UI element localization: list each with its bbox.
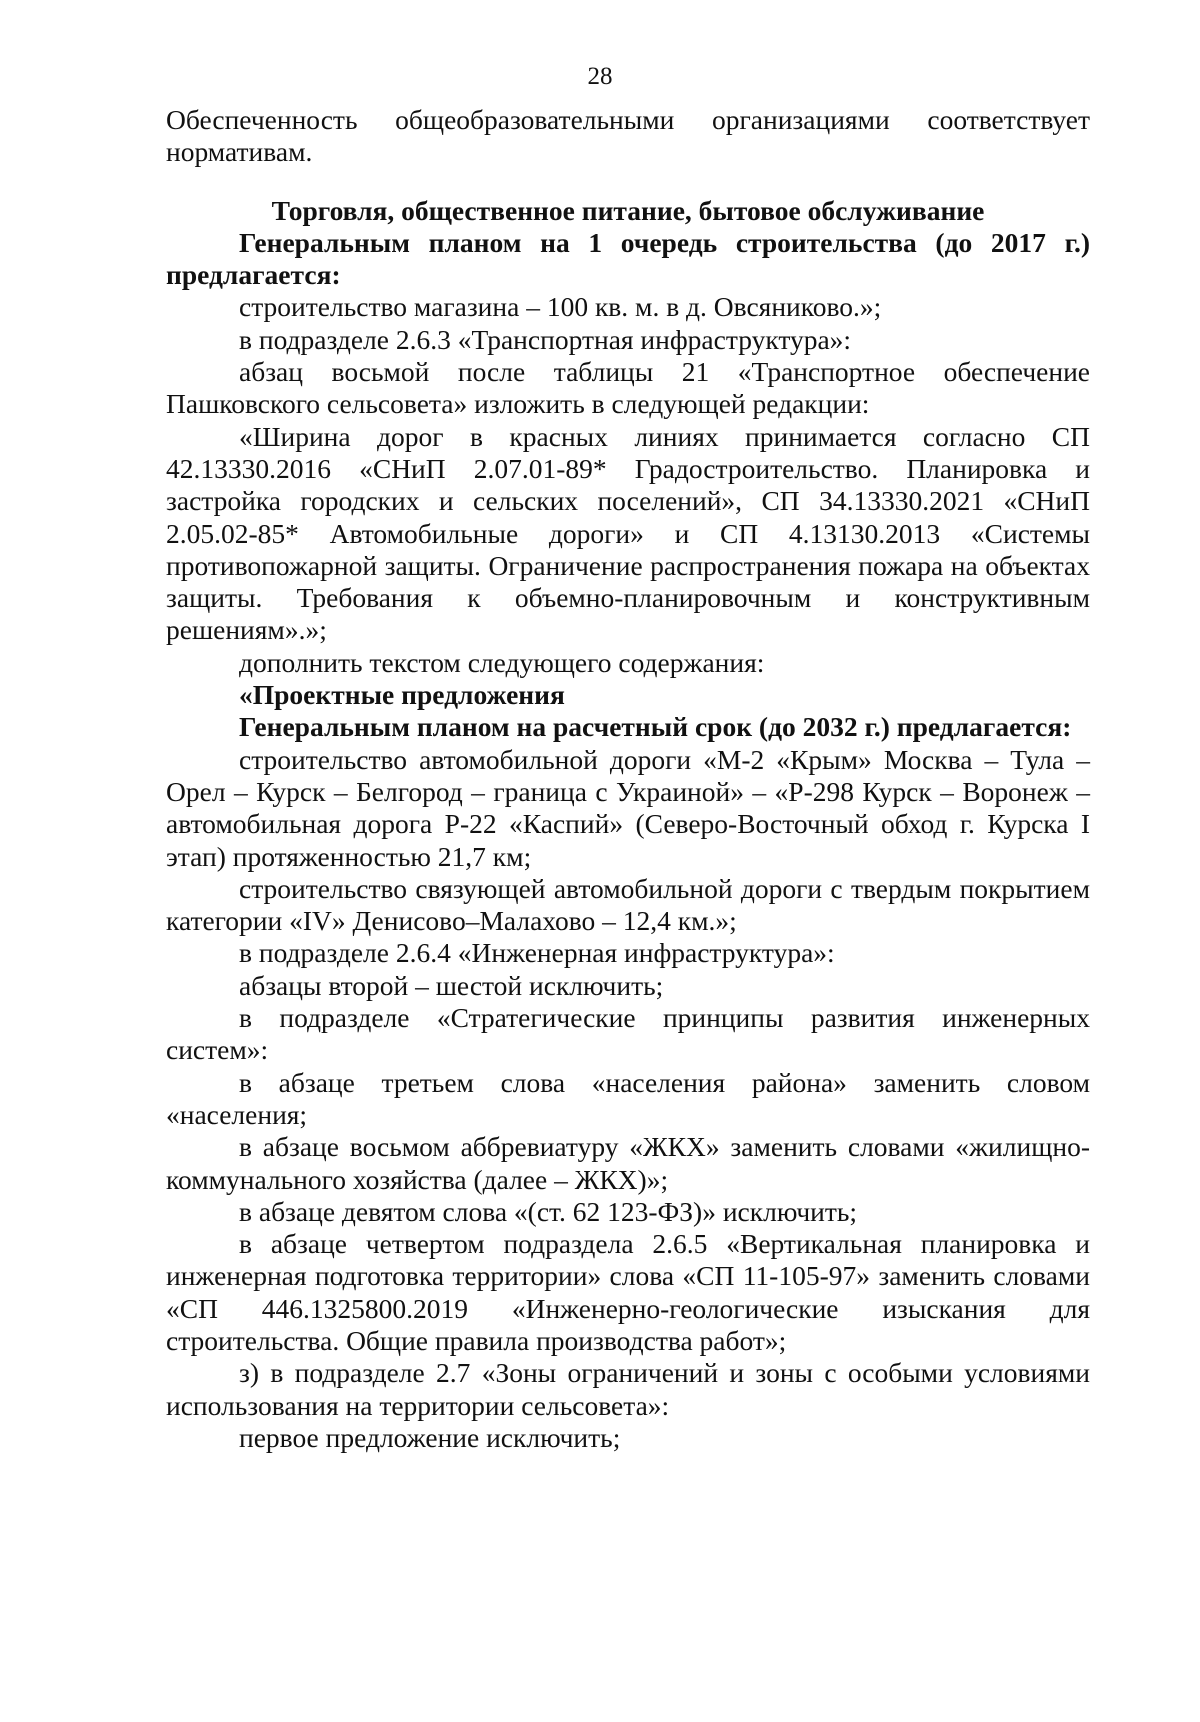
paragraph: в абзаце девятом слова «(ст. 62 123-ФЗ)» исключить; (239, 1195, 858, 1227)
paragraph: «Ширина дорог в красных линиях принимается согласно СП 42.13330.2016 «СНиП 2.07.01-89* Градостроительство. Планировка и застройка городских и сельских поселений», СП 34.13330.2021 «СНиП 2.05.02-85* Автомобильные дороги» и СП 4.13130.2013 «Системы противопожарной защиты. Ограничение распространения пожара на объектах защиты. Требования к объемно-планировочным и конструктивным решениям».»; (166, 420, 1090, 646)
paragraph: в подразделе 2.6.4 «Инженерная инфраструктура»: (239, 937, 835, 969)
paragraph: в абзаце четвертом подраздела 2.6.5 «Вертикальная планировка и инженерная подготовка территории» слова «СП 11-105-97» заменить словами «СП 446.1325800.2019 «Инженерно-геологические изыскания для строительства. Общие правила производства работ»; (166, 1228, 1090, 1356)
spacer (166, 169, 1090, 195)
paragraph: строительство магазина – 100 кв. м. в д. Овсяниково.»; (239, 291, 882, 323)
page-number: 28 (587, 63, 613, 90)
paragraph: строительство автомобильной дороги «М-2 «Крым» Москва – Тула – Орел – Курск – Белгород – граница с Украиной» – «Р-298 Курск – Воронеж – автомобильная дорога Р-22 «Каспий» (Северо-Восточный обход г. Курска I этап) протяженностью 21,7 км; (166, 743, 1090, 872)
paragraph: строительство связующей автомобильной дороги с твердым покрытием категории «IV» Денисово–Малахово – 12,4 км.»; (166, 872, 1090, 937)
bold-paragraph: Генеральным планом на расчетный срок (до 2032 г.) предлагается: (239, 711, 1072, 743)
paragraph: первое предложение исключить; (239, 1421, 621, 1453)
paragraph: Обеспеченность общеобразовательными организациями соответствует нормативам. (166, 104, 1090, 168)
document-body (166, 104, 1090, 1454)
subsection-heading: «Проектные предложения (239, 679, 565, 711)
section-heading: Торговля, общественное питание, бытовое обслуживание (271, 194, 985, 226)
bold-paragraph: Генеральным планом на 1 очередь строительства (до 2017 г.) предлагается: (166, 226, 1090, 291)
paragraph: з) в подразделе 2.7 «Зоны ограничений и зоны с особыми условиями использования на территории сельсовета»: (166, 1357, 1090, 1421)
paragraph: абзацы второй – шестой исключить; (239, 969, 664, 1001)
paragraph: в подразделе 2.6.3 «Транспортная инфраструктура»: (239, 323, 852, 355)
paragraph: в подразделе «Стратегические принципы развития инженерных систем»: (166, 1002, 1090, 1066)
paragraph: дополнить текстом следующего содержания: (239, 646, 765, 678)
paragraph: в абзаце восьмом аббревиатуру «ЖКХ» заменить словами «жилищно-коммунального хозяйства (далее – ЖКХ)»; (166, 1131, 1090, 1195)
paragraph: абзац восьмой после таблицы 21 «Транспортное обеспечение Пашковского сельсовета» изложить в следующей редакции: (166, 356, 1090, 420)
paragraph: в абзаце третьем слова «населения района» заменить словом «населения; (166, 1066, 1090, 1130)
